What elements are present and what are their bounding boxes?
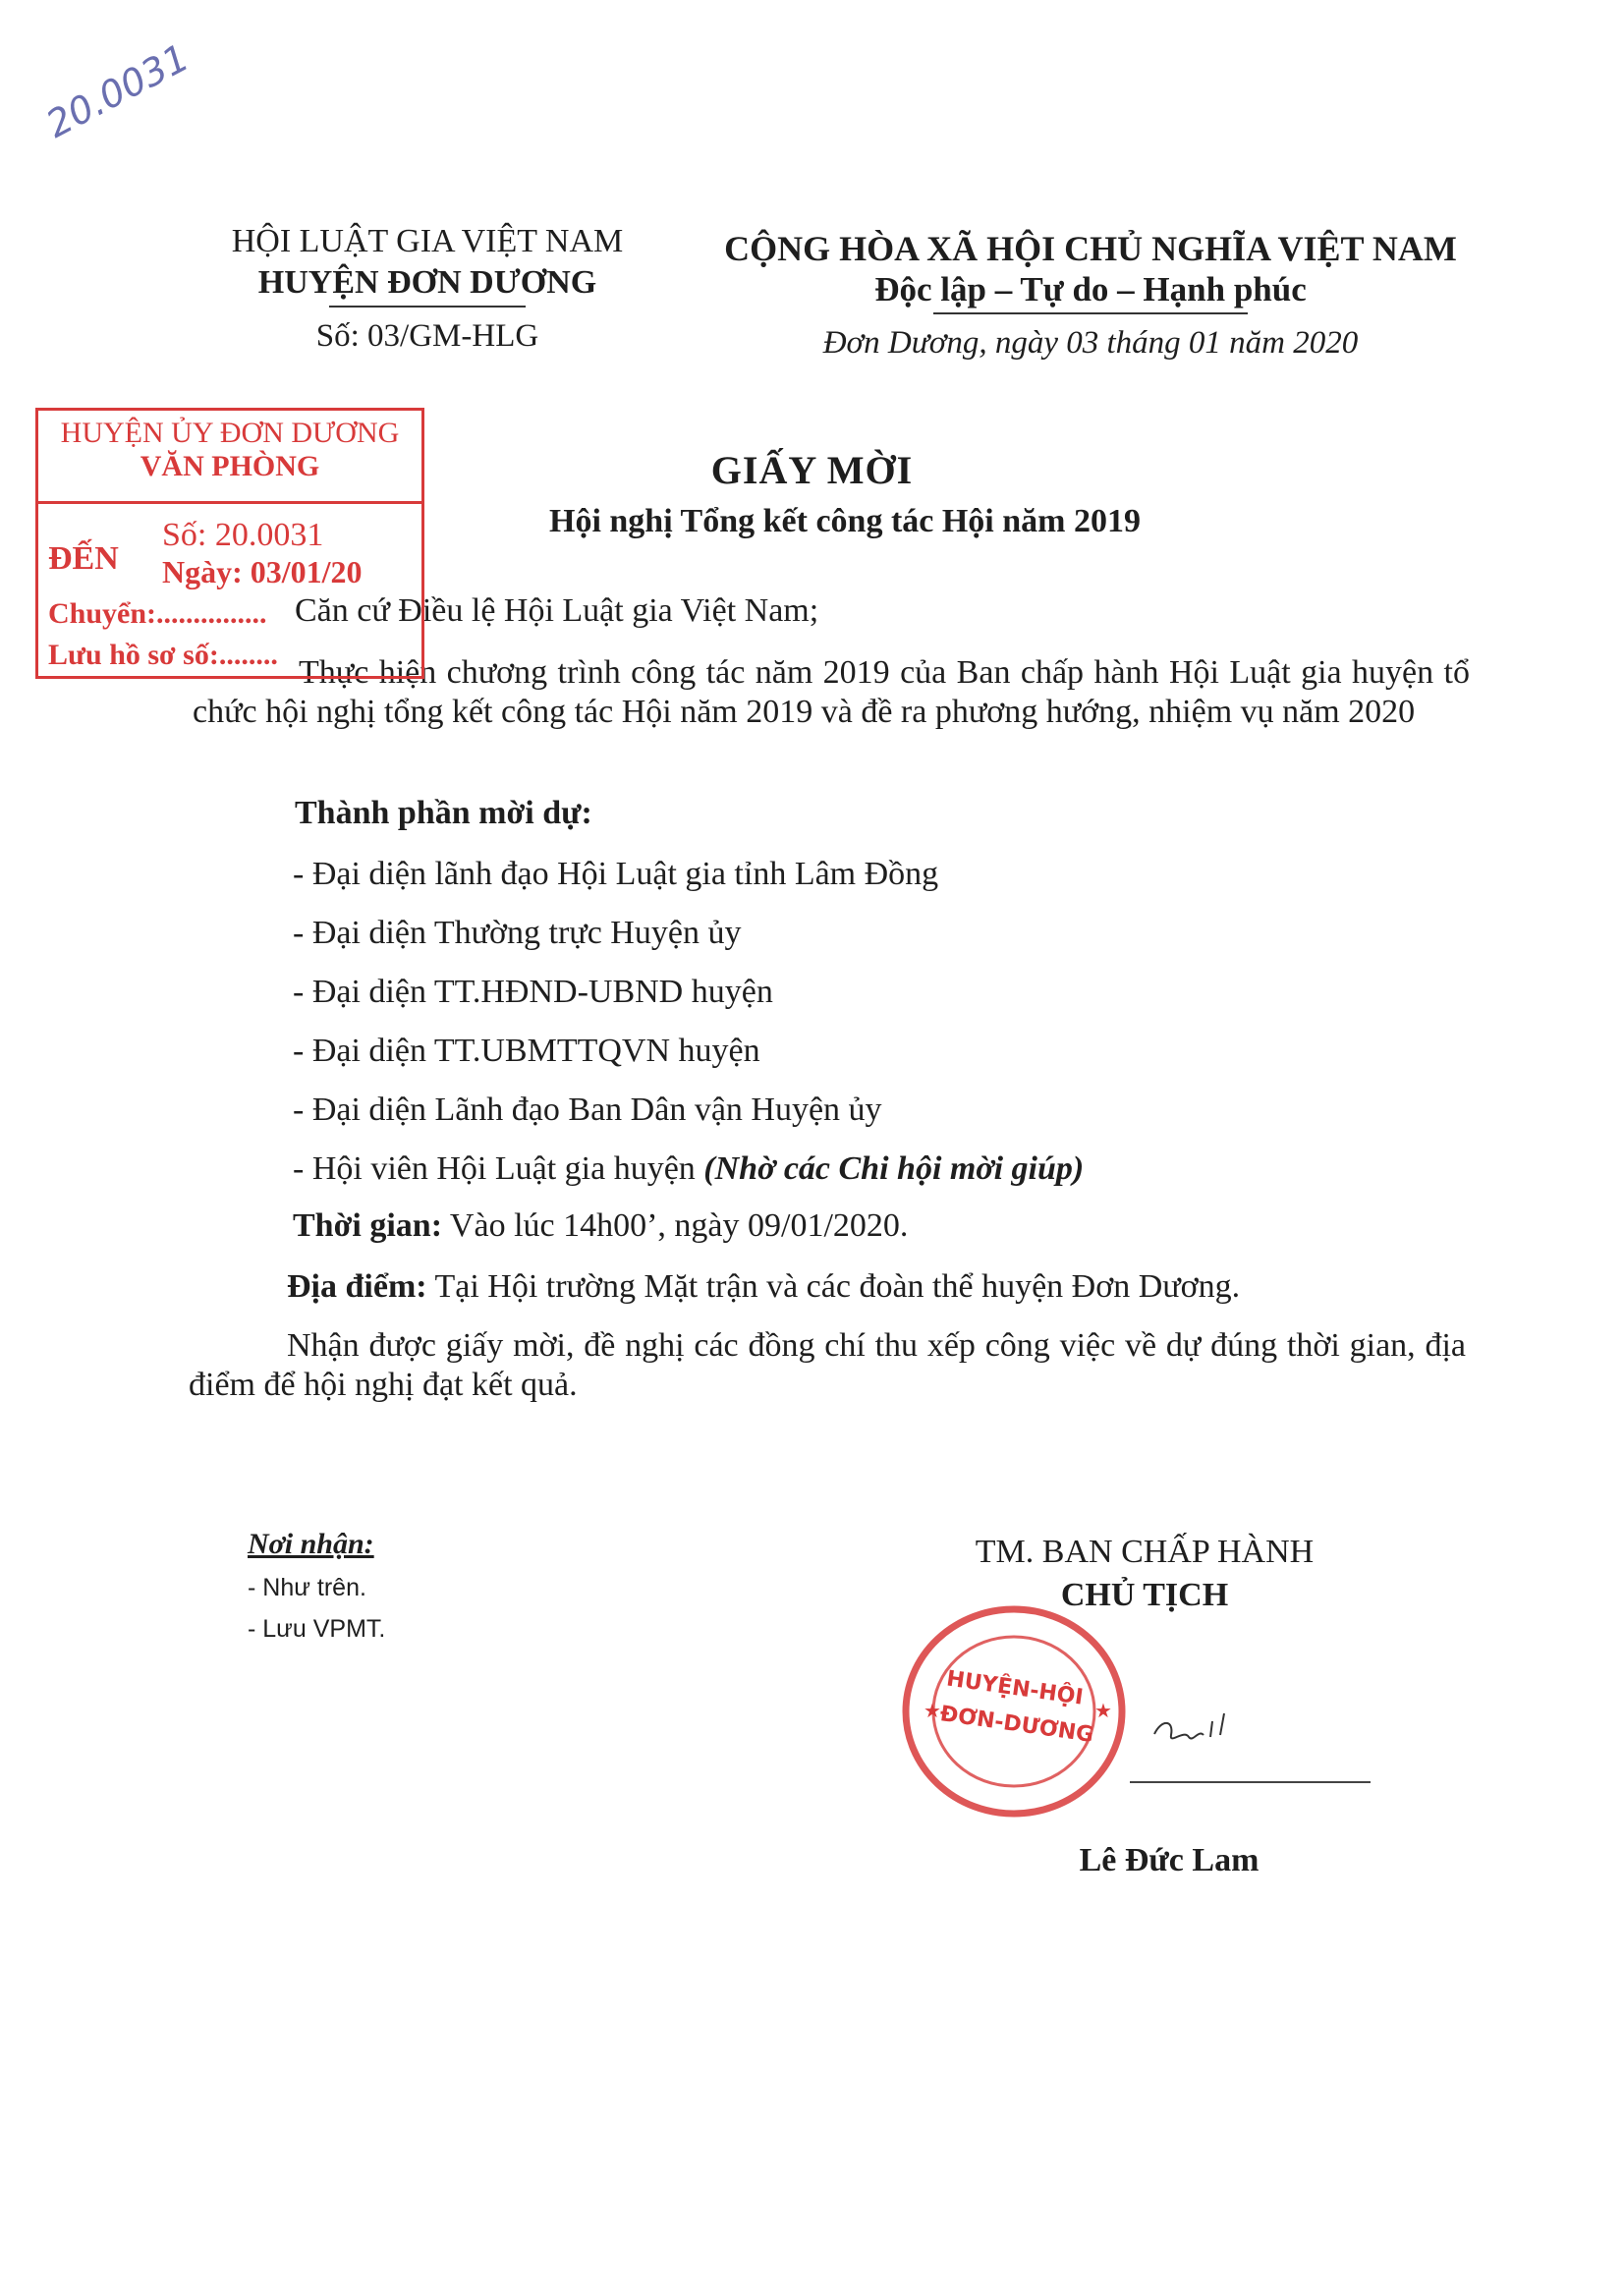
signer-title: CHỦ TỊCH xyxy=(1060,1577,1229,1613)
attendee-text: - Hội viên Hội Luật gia huyện xyxy=(293,1150,704,1187)
org-parent: HỘI LUẬT GIA VIỆT NAM xyxy=(231,223,624,259)
closing-paragraph: Nhận được giấy mời, đề nghị các đồng chí thu xếp công việc về dự đúng thời gian, địa điểm để hội nghị đạt kết quả. xyxy=(189,1327,1466,1403)
organization-header xyxy=(216,221,639,357)
stamp-divider xyxy=(38,501,421,504)
legal-basis-paragraph: Căn cứ Điều lệ Hội Luật gia Việt Nam; xyxy=(295,592,819,629)
stamp-file-number: Lưu hồ sơ số:........ xyxy=(48,639,278,671)
stamp-department: VĂN PHÒNG xyxy=(140,450,320,482)
motto-underline xyxy=(933,312,1248,314)
document-title: GIẤY MỜI xyxy=(710,448,914,492)
stamp-number: Số: 20.0031 xyxy=(162,517,324,553)
signature-line xyxy=(1130,1781,1371,1783)
org-underline xyxy=(329,306,526,308)
attendee-item: - Đại diện TT.UBMTTQVN huyện xyxy=(293,1033,760,1069)
attendee-item: - Đại diện Thường trực Huyện ủy xyxy=(293,915,742,951)
attendee-item: - Đại diện lãnh đạo Hội Luật gia tỉnh Lâm Đồng xyxy=(293,856,939,892)
red-seal-icon xyxy=(894,1592,1149,1827)
attendee-item: - Đại diện TT.HĐND-UBND huyện xyxy=(293,974,773,1010)
svg-text:★: ★ xyxy=(924,1699,941,1722)
attendee-note: (Nhờ các Chi hội mời giúp) xyxy=(703,1150,1085,1187)
stamp-office: HUYỆN ỦY ĐƠN DƯƠNG xyxy=(60,417,400,449)
meeting-venue xyxy=(287,1267,1485,1307)
meeting-time xyxy=(293,1206,1472,1246)
document-number: Số: 03/GM-HLG xyxy=(315,318,539,354)
nation-motto: Độc lập – Tự do – Hạnh phúc xyxy=(874,270,1307,308)
handwritten-note: 20.0031 xyxy=(39,35,196,146)
national-header xyxy=(717,228,1464,364)
recipients-label: Nơi nhận: xyxy=(248,1528,374,1560)
recipient-item: - Như trên. xyxy=(248,1574,366,1601)
attendee-item xyxy=(293,1149,1472,1189)
seal-text-1: HUYỆN-HỘI xyxy=(944,1666,1086,1710)
org-name: HUYỆN ĐƠN DƯƠNG xyxy=(257,264,597,301)
signer-name: Lê Đức Lam xyxy=(1079,1842,1260,1878)
stamp-forward: Chuyển:............... xyxy=(48,597,267,630)
recipient-item: - Lưu VPMT. xyxy=(248,1615,386,1643)
attendee-item: - Đại diện Lãnh đạo Ban Dân vận Huyện ủy xyxy=(293,1092,882,1128)
time-value: Vào lúc 14h00’, ngày 09/01/2020. xyxy=(442,1207,909,1244)
stamp-date: Ngày: 03/01/20 xyxy=(162,554,363,589)
venue-label: Địa điểm: xyxy=(287,1268,427,1305)
document-subtitle: Hội nghị Tổng kết công tác Hội năm 2019 xyxy=(549,503,1141,539)
svg-text:★: ★ xyxy=(1094,1699,1112,1722)
venue-value: Tại Hội trường Mặt trận và các đoàn thể huyện Đơn Dương. xyxy=(426,1268,1241,1305)
time-label: Thời gian: xyxy=(293,1207,443,1244)
nation-title: CỘNG HÒA XÃ HỘI CHỦ NGHĨA VIỆT NAM xyxy=(724,229,1457,268)
handwritten-signature-icon xyxy=(1149,1700,1258,1759)
signer-role: TM. BAN CHẤP HÀNH xyxy=(975,1534,1315,1570)
seal-text-2: ĐƠN-DƯƠNG xyxy=(938,1702,1095,1748)
place-date: Đơn Dương, ngày 03 tháng 01 năm 2020 xyxy=(822,325,1359,361)
received-stamp xyxy=(35,408,424,679)
attendees-label: Thành phần mời dự: xyxy=(295,795,592,831)
stamp-den: ĐẾN xyxy=(48,540,119,577)
purpose-paragraph: Thực hiện chương trình công tác năm 2019 của Ban chấp hành Hội Luật gia huyện tổ chức hội nghị tổng kết công tác Hội năm 2019 và đề ra phương hướng, nhiệm vụ năm 2020 xyxy=(193,654,1470,730)
